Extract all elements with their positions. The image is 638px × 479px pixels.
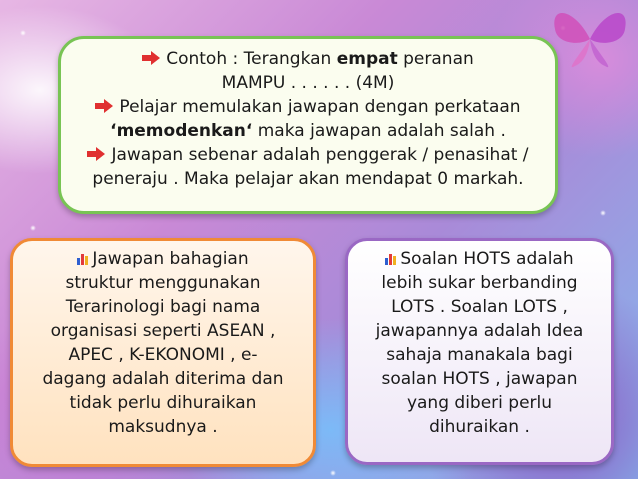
bar-chart-icon <box>77 252 89 265</box>
example-box <box>58 36 558 214</box>
example-line-2: MAMPU . . . . . . (4M) <box>221 73 395 93</box>
example-text-4a: ‘memodenkan‘ <box>110 121 253 141</box>
hots-text-6: soalan HOTS , jawapan <box>381 369 578 389</box>
sparkle <box>30 225 36 231</box>
structure-text-8: maksudnya . <box>108 417 218 437</box>
hots-text-8: dihuraikan . <box>429 417 530 437</box>
example-text-1a: Contoh : Terangkan <box>166 49 337 69</box>
sparkle <box>600 210 606 216</box>
bar-chart-icon <box>385 252 397 265</box>
example-text-3: Pelajar memulakan jawapan dengan perkataan <box>119 97 521 117</box>
structure-text-1: Jawapan bahagian <box>92 249 249 269</box>
structure-text-5: APEC , K-EKONOMI , e- <box>68 345 258 365</box>
hots-text-4: jawapannya adalah Idea <box>375 321 584 341</box>
hots-text-2: lebih sukar berbanding <box>381 273 578 293</box>
example-line-3 <box>61 95 555 119</box>
structure-line-1 <box>19 247 307 271</box>
structure-text-2: struktur menggunakan <box>65 273 261 293</box>
example-line-1 <box>61 47 555 71</box>
structure-answer-box <box>10 238 316 467</box>
structure-text-6: dagang adalah diterima dan <box>42 369 284 389</box>
hots-text-7: yang diberi perlu <box>406 393 553 413</box>
example-line-5 <box>61 143 555 167</box>
arrow-right-icon <box>95 99 113 113</box>
hots-line-1 <box>354 247 605 271</box>
example-text-1b: empat <box>336 49 398 69</box>
sparkle <box>20 30 26 36</box>
sparkle <box>330 470 336 476</box>
structure-text-7: tidak perlu dihuraikan <box>69 393 257 413</box>
hots-text-3: LOTS . Soalan LOTS , <box>391 297 568 317</box>
arrow-right-icon <box>87 147 105 161</box>
example-text-4b: maka jawapan adalah salah . <box>252 121 506 141</box>
hots-text-1: Soalan HOTS adalah <box>400 249 574 269</box>
arrow-right-icon <box>142 51 160 65</box>
hots-text-5: sahaja manakala bagi <box>386 345 573 365</box>
structure-text-4: organisasi seperti ASEAN , <box>50 321 276 341</box>
example-line-6: peneraju . Maka pelajar akan mendapat 0 markah. <box>92 169 524 189</box>
example-text-1c: peranan <box>397 49 474 69</box>
butterfly-icon <box>545 4 635 74</box>
example-text-5: Jawapan sebenar adalah penggerak / penasihat / <box>111 145 529 165</box>
hots-box <box>345 238 614 465</box>
structure-text-3: Terarinologi bagi nama <box>65 297 261 317</box>
example-line-4 <box>61 119 555 143</box>
